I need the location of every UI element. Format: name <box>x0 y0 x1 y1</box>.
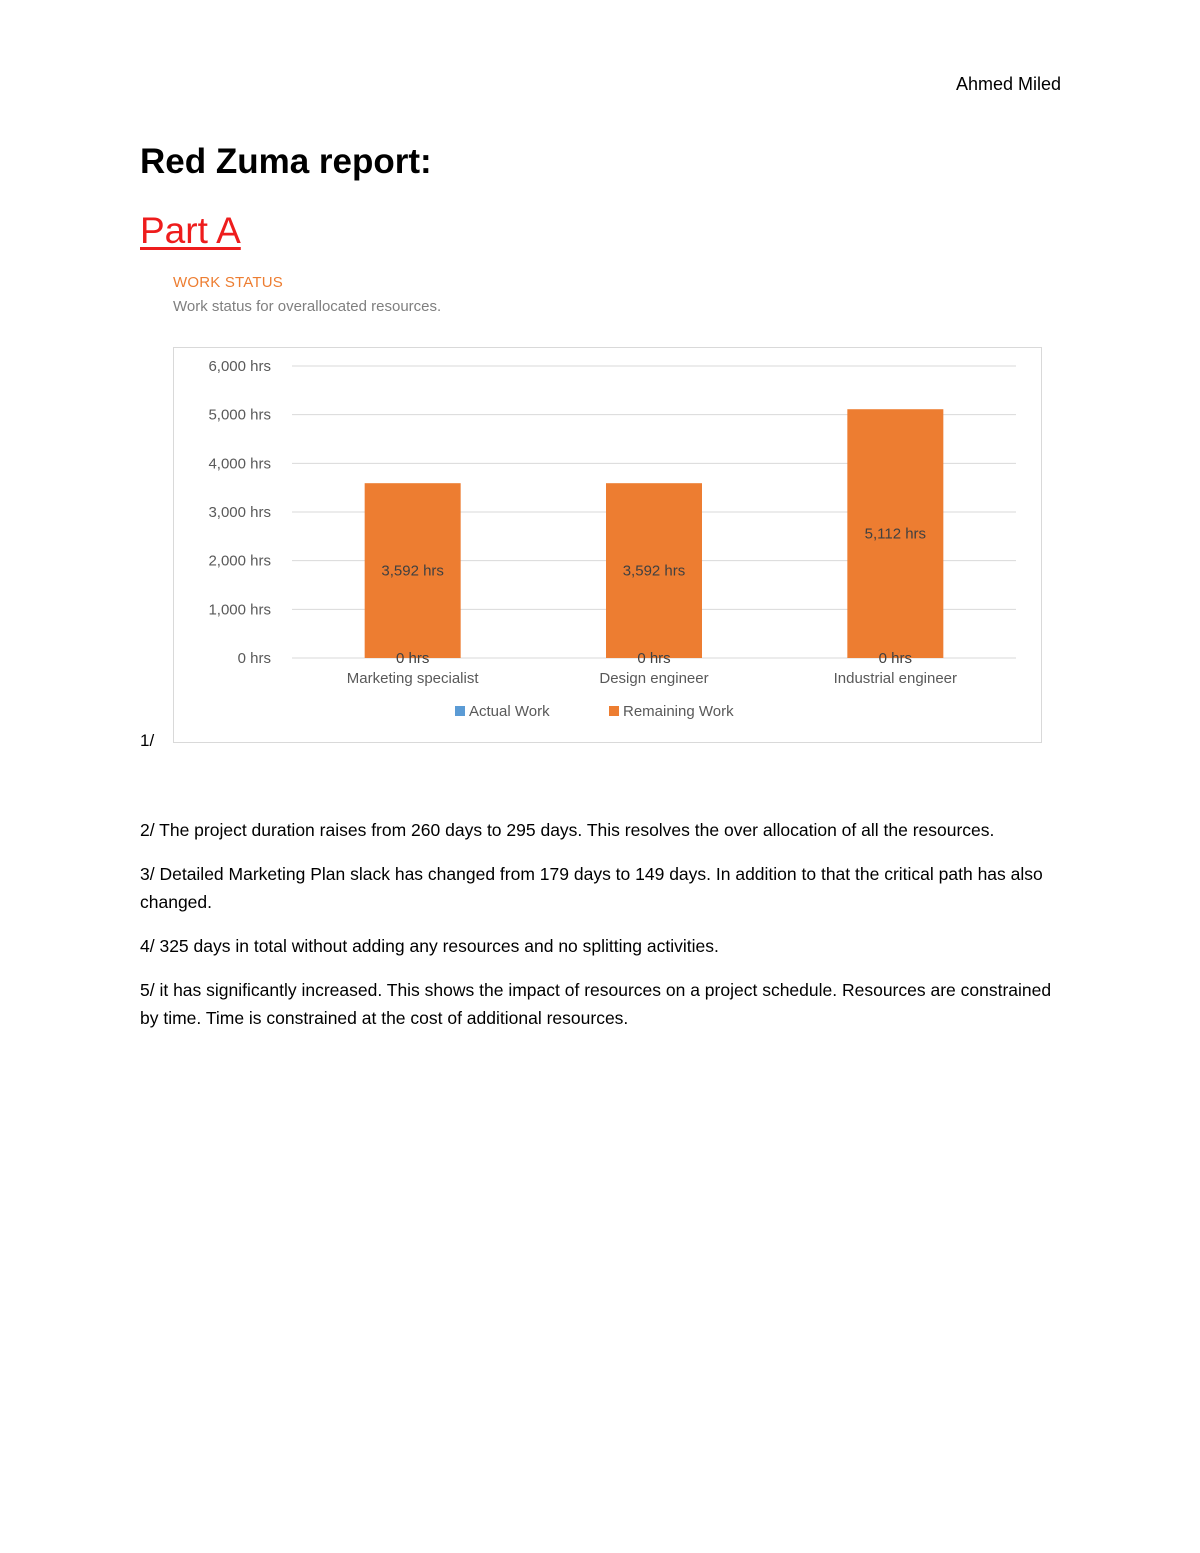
answer-2: 2/ The project duration raises from 260 days to 295 days. This resolves the over allocation of all the resources. <box>140 820 995 840</box>
legend-swatch <box>455 706 465 716</box>
answer-5: 5/ it has significantly increased. This shows the impact of resources on a project schedule. Resources are constrained by time. Time is constrained at the cost of additional resources. <box>140 980 1052 1028</box>
author-name: Ahmed Miled <box>955 74 1061 94</box>
chart-canvas <box>174 348 1043 744</box>
chart-title: WORK STATUS <box>173 274 283 291</box>
y-tick-label: 6,000 hrs <box>208 358 271 375</box>
data-label-actual: 0 hrs <box>395 650 430 667</box>
answer-3: 3/ Detailed Marketing Plan slack has changed from 179 days to 149 days. In addition to that the critical path has also changed. <box>140 864 1043 912</box>
y-tick-label: 2,000 hrs <box>208 552 271 570</box>
data-label-remaining: 3,592 hrs <box>381 562 444 580</box>
data-label-remaining: 3,592 hrs <box>622 562 686 580</box>
legend-label: Actual Work <box>469 703 550 720</box>
report-title: Red Zuma report: <box>140 142 432 181</box>
x-category-label: Design engineer <box>599 670 709 687</box>
question-1-label: 1/ <box>140 731 155 750</box>
data-label-actual: 0 hrs <box>878 650 913 667</box>
x-category-label: Industrial engineer <box>833 670 958 687</box>
y-tick-label: 5,000 hrs <box>208 406 271 424</box>
y-tick-label: 4,000 hrs <box>208 455 271 473</box>
data-label-actual: 0 hrs <box>637 650 671 667</box>
y-tick-label: 0 hrs <box>237 650 271 667</box>
y-tick-label: 1,000 hrs <box>208 601 271 619</box>
y-tick-label: 3,000 hrs <box>208 504 271 521</box>
section-heading: Part A <box>140 210 241 251</box>
legend-swatch <box>609 706 619 716</box>
work-status-chart <box>173 347 1042 743</box>
chart-subtitle: Work status for overallocated resources. <box>173 298 442 315</box>
data-label-remaining: 5,112 hrs <box>864 525 927 543</box>
legend-label: Remaining Work <box>623 703 734 720</box>
answer-4: 4/ 325 days in total without adding any resources and no splitting activities. <box>140 936 719 956</box>
answers-section <box>140 816 1060 1048</box>
x-category-label: Marketing specialist <box>346 670 479 687</box>
